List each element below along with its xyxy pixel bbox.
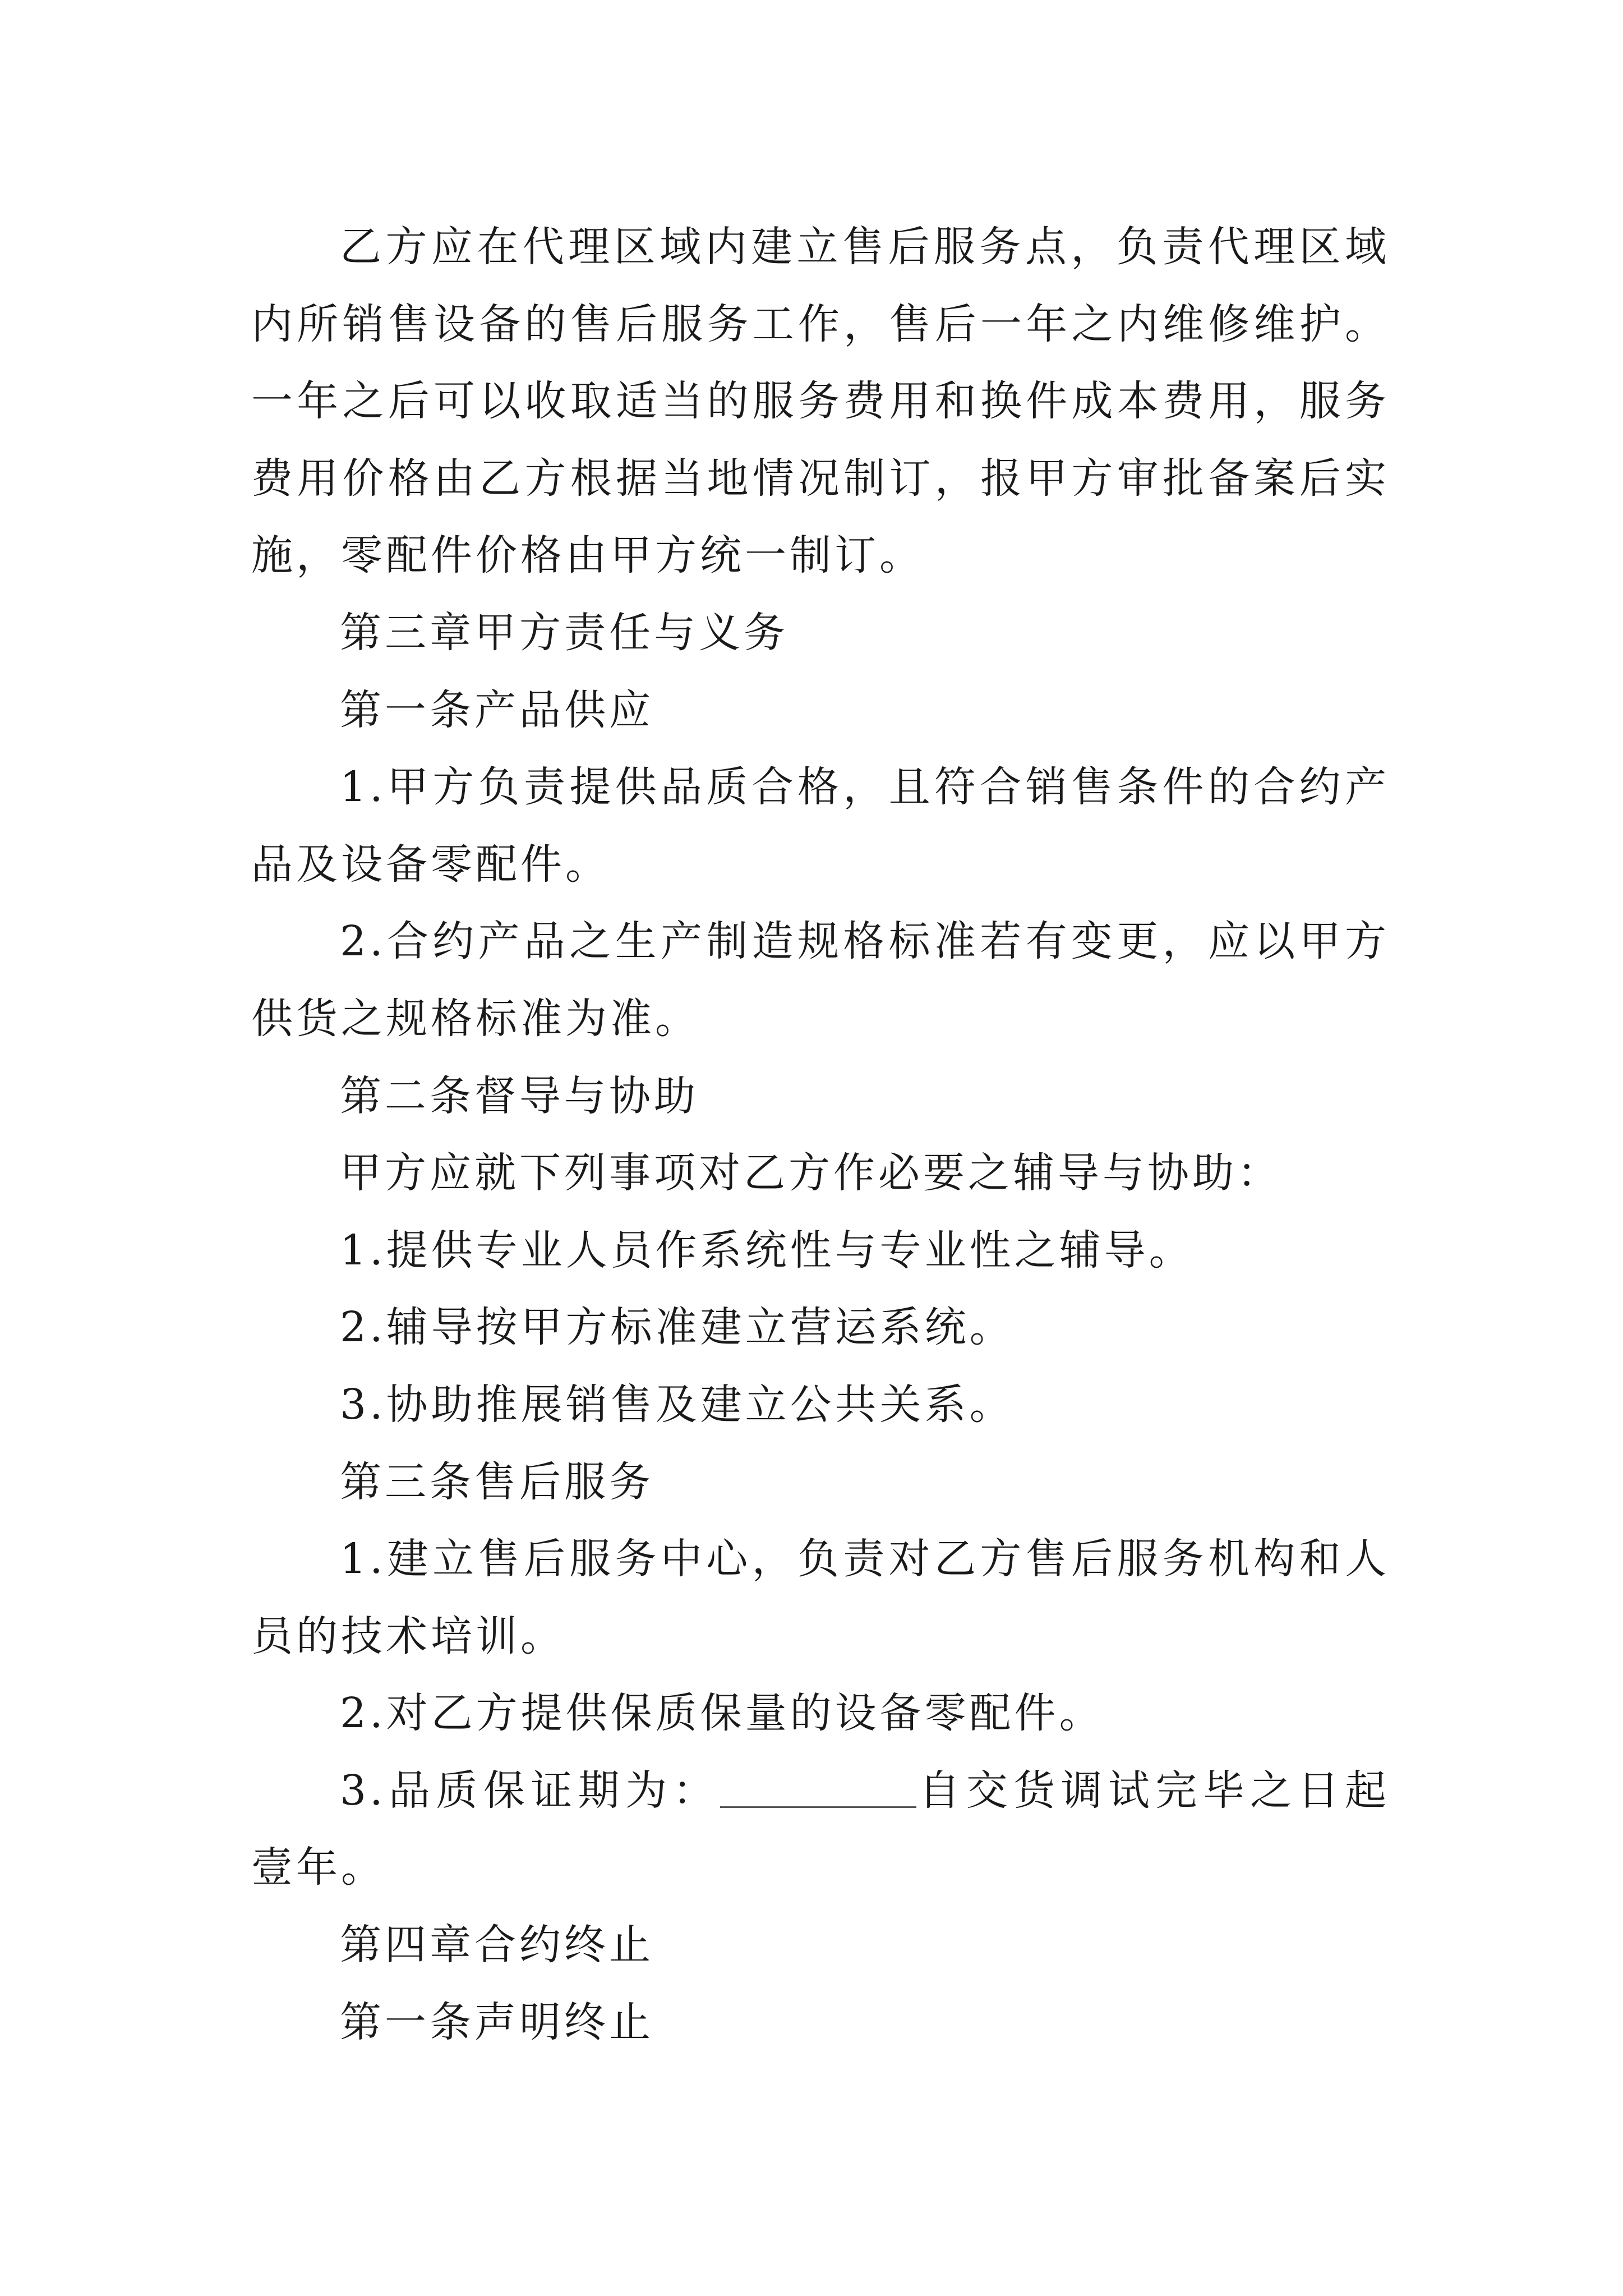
- assist-item-2: 2.辅导按甲方标准建立营运系统。: [340, 1303, 1015, 1352]
- document-page: [251, 209, 1390, 2061]
- assist-intro: 甲方应就下列事项对乙方作必要之辅导与协助：: [340, 1149, 1282, 1198]
- assist-item-3: 3.协助推展销售及建立公共关系。: [340, 1380, 1015, 1429]
- service-item-1: 1.建立售后服务中心，负责对乙方售后服务机构和人员的技术培训。: [251, 1535, 1390, 1660]
- warranty-period-blank[interactable]: [720, 1773, 916, 1808]
- service-item-2: 2.对乙方提供保质保量的设备零配件。: [340, 1689, 1104, 1738]
- article-1-heading: 第一条产品供应: [340, 685, 654, 734]
- supply-item-2: 2.合约产品之生产制造规格标准若有变更，应以甲方供货之规格标准为准。: [251, 917, 1390, 1043]
- chapter-4-heading: 第四章合约终止: [340, 1921, 654, 1970]
- supply-item-1: 1.甲方负责提供品质合格，且符合销售条件的合约产品及设备零配件。: [251, 763, 1390, 889]
- service-item-3: [251, 1752, 1390, 1907]
- service-item-3-prefix: 3.品质保证期为：: [340, 1766, 720, 1815]
- chapter-3-heading: 第三章甲方责任与义务: [340, 608, 789, 657]
- article-3-heading: 第三条售后服务: [340, 1457, 654, 1506]
- service-item-3-suffix: 自交货调试完毕之日起壹年。: [251, 1766, 1390, 1892]
- assist-item-1: 1.提供专业人员作系统性与专业性之辅导。: [340, 1226, 1194, 1274]
- chapter-4-article-1-heading: 第一条声明终止: [340, 1998, 654, 2046]
- paragraph-after-sales-points: 乙方应在代理区域内建立售后服务点，负责代理区域内所销售设备的售后服务工作，售后一年之内维修维护。一年之后可以收取适当的服务费用和换件成本费用，服务费用价格由乙方根据当地情况制订，报甲方审批备案后实施，零配件价格由甲方统一制订。: [251, 223, 1390, 580]
- article-2-heading: 第二条督导与协助: [340, 1071, 699, 1120]
